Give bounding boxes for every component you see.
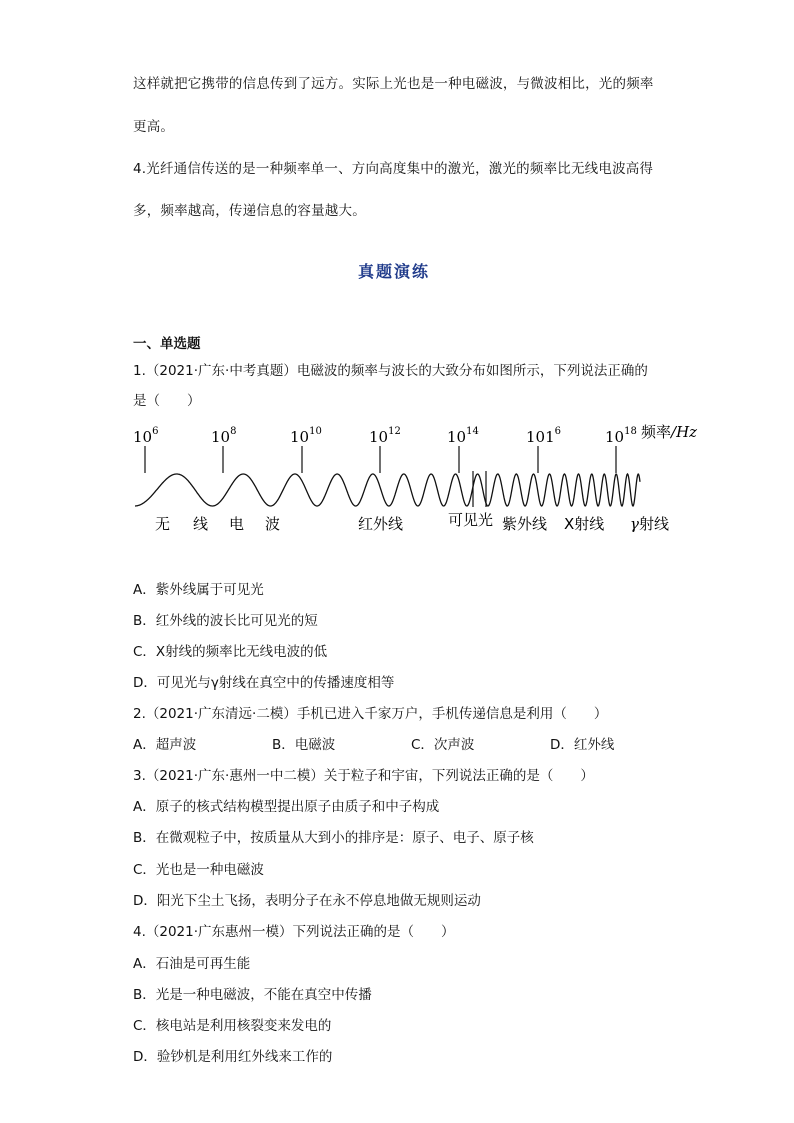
heading-single-choice: 一、单选题 — [133, 336, 201, 352]
band-ultraviolet: 紫外线 — [502, 515, 548, 533]
q3-option-d[interactable]: D．阳光下尘土飞扬，表明分子在永不停息地做无规则运动 — [133, 893, 481, 909]
axis-label: 频率/Hz — [641, 423, 698, 441]
tick-label-1e8: $10^8$ — [211, 426, 237, 446]
q1-option-c[interactable]: C．X射线的频率比无线电波的低 — [133, 644, 328, 660]
tick-label-1e6: $10^6$ — [133, 426, 159, 446]
q4-option-c[interactable]: C．核电站是利用核裂变来发电的 — [133, 1018, 332, 1034]
q2-option-a[interactable]: A．超声波 — [133, 737, 197, 753]
q4-option-d[interactable]: D．验钞机是利用红外线来工作的 — [133, 1049, 333, 1065]
band-gamma: γ射线 — [630, 515, 669, 533]
q4-stem: 4.（2021·广东惠州一模）下列说法正确的是（ ） — [133, 924, 455, 940]
wave-curve — [135, 474, 640, 506]
q2-stem: 2.（2021·广东清远·二模）手机已进入千家万户，手机传递信息是利用（ ） — [133, 706, 608, 722]
intro-line-2: 更高。 — [133, 119, 175, 135]
intro-item4-line-2: 多，频率越高，传递信息的容量越大。 — [133, 203, 366, 219]
q3-option-a[interactable]: A．原子的核式结构模型提出原子由质子和中子构成 — [133, 799, 440, 815]
tick-label-1e12: $10^{12}$ — [369, 426, 401, 446]
tick-label-1e10: $10^{10}$ — [290, 426, 322, 446]
q2-options-row — [133, 733, 689, 753]
band-radio-char-1: 无 — [155, 515, 171, 533]
q4-option-a[interactable]: A．石油是可再生能 — [133, 956, 251, 972]
band-visible: 可见光 — [448, 511, 494, 529]
q2-option-d[interactable]: D．红外线 — [550, 737, 615, 753]
tick-label-1e16: $101^6$ — [526, 426, 562, 446]
q1-option-d[interactable]: D．可见光与γ射线在真空中的传播速度相等 — [133, 675, 395, 691]
section-title: 真题演练 — [358, 262, 431, 281]
q1-stem-line-1: 1.（2021·广东·中考真题）电磁波的频率与波长的大致分布如图所示，下列说法正确的 — [133, 363, 648, 379]
q2-option-b[interactable]: B．电磁波 — [272, 737, 336, 753]
band-radio-char-3: 电 — [229, 515, 245, 533]
q1-option-a[interactable]: A．紫外线属于可见光 — [133, 582, 264, 598]
band-radio-char-2: 线 — [193, 515, 209, 533]
q3-stem: 3.（2021·广东·惠州一中二模）关于粒子和宇宙，下列说法正确的是（ ） — [133, 768, 594, 784]
tick-label-1e18: $10^{18}$ — [605, 426, 637, 446]
band-xray: X射线 — [564, 515, 605, 533]
q3-option-b[interactable]: B．在微观粒子中，按质量从大到小的排序是：原子、电子、原子核 — [133, 830, 534, 846]
band-radio-char-4: 波 — [265, 515, 281, 533]
q4-option-b[interactable]: B．光是一种电磁波，不能在真空中传播 — [133, 987, 372, 1003]
intro-line-1: 这样就把它携带的信息传到了远方。实际上光也是一种电磁波，与微波相比，光的频率 — [133, 76, 654, 92]
q2-option-c[interactable]: C．次声波 — [411, 737, 475, 753]
intro-item4-line-1: 4.光纤通信传送的是一种频率单一、方向高度集中的激光，激光的频率比无线电波高得 — [133, 161, 654, 177]
q1-stem-line-2: 是（ ） — [133, 393, 201, 409]
q1-option-b[interactable]: B．红外线的波长比可见光的短 — [133, 613, 318, 629]
spectrum-figure — [125, 415, 710, 540]
tick-label-1e14: $10^{14}$ — [447, 426, 479, 446]
band-infrared: 红外线 — [358, 515, 404, 533]
q3-option-c[interactable]: C．光也是一种电磁波 — [133, 862, 264, 878]
